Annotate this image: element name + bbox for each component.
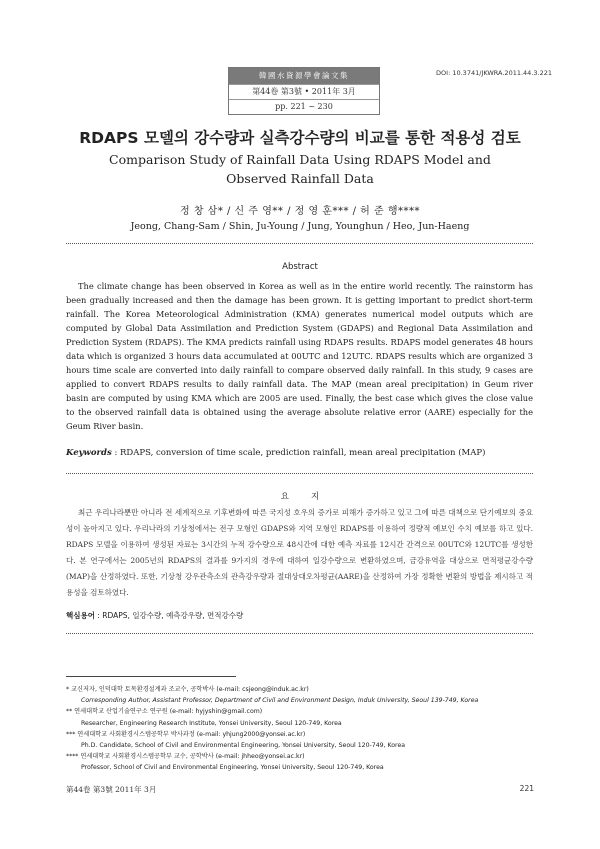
footnote-2-ko: ** 연세대학교 산업기술연구소 연구원 (e-mail: hyjyshin@gmail.com) <box>66 708 263 716</box>
authors-english: Jeong, Chang-Sam / Shin, Ju-Young / Jung, Younghun / Heo, Jun-Haeng <box>130 221 470 232</box>
footer-volume: 第44卷 第3號 2011年 3月 <box>66 785 157 794</box>
journal-name: 韓國水資源學會論文集 <box>229 68 379 84</box>
footnotes <box>66 684 546 774</box>
divider <box>66 633 533 634</box>
footnote-1-ko: * 교신저자, 인덕대학 토목환경설계과 조교수, 공학박사 (e-mail: csjeong@induk.ac.kr) <box>66 686 309 693</box>
page-number: 221 <box>519 784 534 793</box>
core-keywords-text: : RDAPS, 일강수량, 예측강우량, 면적강수량 <box>94 611 244 620</box>
abstract-heading: Abstract <box>282 262 318 272</box>
title-english-line1: Comparison Study of Rainfall Data Using RDAPS Model and <box>109 152 491 167</box>
journal-pages: pp. 221 ~ 230 <box>229 99 379 114</box>
journal-header-box <box>228 67 380 115</box>
title-english <box>0 150 600 188</box>
divider <box>66 473 533 474</box>
footnote-3-en: Ph.D. Candidate, School of Civil and Environmental Engineering, Yonsei University, Seoul 120-749, Korea <box>81 742 406 750</box>
keywords-text: : RDAPS, conversion of time scale, prediction rainfall, mean areal precipitation (MAP) <box>111 448 486 458</box>
keywords <box>66 448 533 458</box>
footnote-1-en: Corresponding Author, Assistant Professor, Department of Civil and Environment Design, Induk University, Seoul 139-749, Korea <box>81 697 479 705</box>
footnote-2-en: Researcher, Engineering Research Institute, Yonsei University, Seoul 120-749, Korea <box>81 719 342 727</box>
doi: DOI: 10.3741/JKWRA.2011.44.3.221 <box>436 69 552 77</box>
footnote-rule <box>66 676 236 677</box>
title-korean: RDAPS 모델의 강수량과 실측강수량의 비교를 통한 적용성 검토 <box>79 129 521 147</box>
core-keywords <box>66 610 533 621</box>
yoji-body: 최근 우리나라뿐만 아니라 전 세계적으로 기후변화에 따른 국지성 호우의 증가로 피해가 증가하고 있고 그에 따른 대책으로 단기예보의 중요성이 높아지고 있다. 우리나라의 기상청에서는 전구 모형인 GDAPS와 지역 모형인 RDAPS를 이용하여 정량적 예보인 수치 예보를 하고 있다. RDAPS 모델을 이용하여 생성된 자료는 3시간의 누적 강수량으로 48시간에 대한 예측 자료를 12시간 간격으로 00UTC와 12UTC를 생성한다. 본 연구에서는 2005년의 RDAPS의 결과를 9가지의 경우에 대하여 일강수량으로 변환하였으며, 금강유역을 대상으로 면적평균강수량(MAP)을 산정하였다. 또한, 기상청 강우관측소의 관측강우량과 절대상대오차평균(AARE)을 산정하여 가장 정확한 변환의 방법을 제시하고 적용성을 검토하였다. <box>66 508 533 597</box>
core-keywords-label: 핵심용어 <box>66 611 95 620</box>
yoji-heading: 요지 <box>280 492 342 502</box>
authors-korean: 정 창 삼* / 신 주 영** / 정 영 훈*** / 허 준 행**** <box>179 206 421 217</box>
abstract-body: The climate change has been observed in Korea as well as in the entire world recently. The rainstorm has been gradually increased and then the damage has been grown. It is getting important to predict short-term rainfall. The Korea Meteorological Administration (KMA) generates numerical model outputs which are computed by Global Data Assimilation and Prediction System (GDAPS) and Regional Data Assimilation and Prediction System (RDAPS). The KMA predicts rainfall using RDAPS results. RDAPS model generates 48 hours data which is organized 3 hours data accumulated at 00UTC and 12UTC. RDAPS results which are organized 3 hours time scale are converted into daily rainfall to compare observed daily rainfall. In this study, 9 cases are applied to convert RDAPS results to daily rainfall data. The MAP (mean areal precipitation) in Geum river basin are computed by using KMA which are 2005 are used. Finally, the best case which gives the close value to the observed rainfall data is obtained using the average absolute relative error (AARE) especially for the Geum River basin. <box>66 281 533 431</box>
footnote-4-ko: **** 연세대학교 사회환경시스템공학부 교수, 공학박사 (e-mail: jhheo@yonsei.ac.kr) <box>66 753 305 761</box>
keywords-label: Keywords <box>66 448 112 458</box>
title-english-line2: Observed Rainfall Data <box>226 171 374 186</box>
journal-volume: 第44卷 第3號 • 2011年 3月 <box>229 84 379 99</box>
footnote-4-en: Professor, School of Civil and Environmental Engineering, Yonsei University, Seoul 120-749, Korea <box>81 764 384 772</box>
footnote-3-ko: *** 연세대학교 사회환경시스템공학부 박사과정 (e-mail: yhjung2000@yonsei.ac.kr) <box>66 730 306 738</box>
divider <box>66 243 533 244</box>
